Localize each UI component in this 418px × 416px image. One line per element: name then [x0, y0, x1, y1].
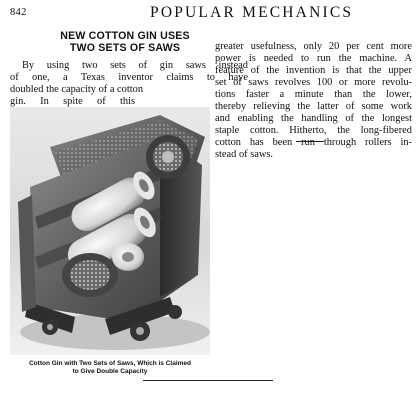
headline-line-1: NEW COTTON GIN USES: [60, 30, 190, 42]
body-line: doubled the capacity of a cotton: [10, 84, 144, 95]
body-line: gin. In spite of this: [10, 96, 135, 107]
page-number: 842: [10, 7, 27, 18]
body-line: greater usefulness, only 20 per cent more: [215, 41, 412, 52]
page-bottom-rule: [143, 380, 273, 381]
body-line: By using two sets of gin saws instead: [22, 60, 248, 71]
article-headline: [40, 30, 210, 54]
body-line: thereby relieving the latter of some work: [215, 101, 412, 112]
running-head: POPULAR MECHANICS: [150, 4, 354, 21]
cotton-gin-photo: [10, 107, 210, 355]
body-line: and enabling the handling of the longest: [215, 113, 412, 124]
figure-caption: [10, 360, 210, 376]
body-line: tions faster a minute than the lower,: [215, 89, 412, 100]
body-line: set of saws revolves 100 or more revolu-: [215, 77, 412, 88]
body-line: power is needed to run the machine. A: [215, 53, 412, 64]
caption-line-1: Cotton Gin with Two Sets of Saws, Which is Claimed: [28, 360, 192, 367]
body-line: of one, a Texas inventor claims to have: [10, 72, 248, 83]
body-line: cotton has been run through rollers in-: [215, 137, 412, 148]
left-column-text: [10, 60, 248, 108]
caption-line-2: to Give Double Capacity: [72, 368, 148, 375]
body-line: feature of the invention is that the upper: [215, 65, 412, 76]
headline-line-2: TWO SETS OF SAWS: [69, 42, 181, 54]
right-column-text: [215, 41, 412, 161]
section-rule: [296, 141, 324, 142]
body-line: stead of saws.: [215, 149, 274, 160]
body-line: staple cotton. Hitherto, the long-fibered: [215, 125, 412, 136]
